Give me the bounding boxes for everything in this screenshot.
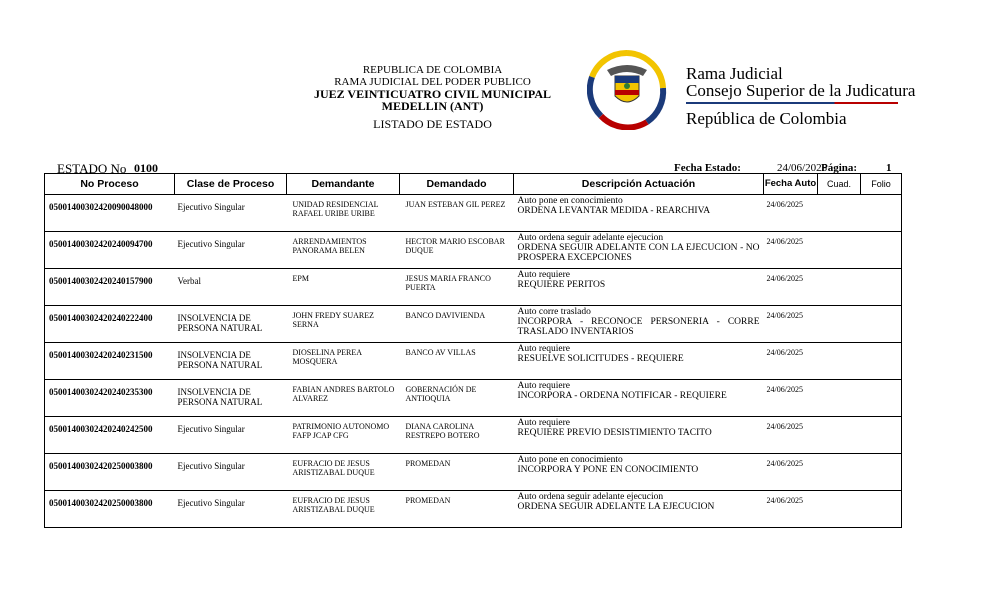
cell-folio <box>861 491 902 528</box>
cell-folio <box>861 417 902 454</box>
cell-demandante: EUFRACIO DE JESUS ARISTIZABAL DUQUE <box>287 454 400 491</box>
cell-fecha-auto: 24/06/2025 <box>764 380 818 417</box>
cell-fecha-auto: 24/06/2025 <box>764 232 818 269</box>
cell-demandante: EPM <box>287 269 400 306</box>
cell-cuad <box>818 454 861 491</box>
table-header <box>45 174 902 195</box>
estado-table <box>44 173 902 528</box>
cell-demandado: BANCO DAVIVIENDA <box>400 306 514 343</box>
header-country: REPUBLICA DE COLOMBIA <box>362 64 503 76</box>
actuacion-detail: INCORPORA - RECONOCE PERSONERIA - CORRE TRASLADO INVENTARIOS <box>517 317 760 337</box>
cell-clase-proceso: INSOLVENCIA DE PERSONA NATURAL <box>175 306 287 343</box>
table-row <box>45 491 902 528</box>
cell-folio <box>861 380 902 417</box>
cell-no-proceso: 05001400302420240222400 <box>45 306 175 343</box>
cell-demandante: UNIDAD RESIDENCIAL RAFAEL URIBE URIBE <box>287 195 400 232</box>
column-header: Fecha Auto <box>764 174 818 195</box>
cell-no-proceso: 05001400302420240094700 <box>45 232 175 269</box>
cell-cuad <box>818 232 861 269</box>
cell-demandado: BANCO AV VILLAS <box>400 343 514 380</box>
brand-block <box>686 65 915 127</box>
cell-descripcion <box>514 269 764 306</box>
court-header <box>300 64 565 130</box>
actuacion-title: Auto ordena seguir adelante ejecucion <box>517 492 664 502</box>
column-header: Demandado <box>400 174 514 195</box>
column-header: Descripción Actuación <box>514 174 764 195</box>
actuacion-title: Auto pone en conocimiento <box>517 196 623 206</box>
cell-folio <box>861 232 902 269</box>
actuacion-detail: REQUIERE PERITOS <box>517 280 606 290</box>
pagina-label: Página: <box>821 162 858 174</box>
pagina-value: 1 <box>886 162 892 174</box>
cell-descripcion <box>514 417 764 454</box>
cell-no-proceso: 05001400302420240231500 <box>45 343 175 380</box>
document-title: LISTADO DE ESTADO <box>373 117 492 131</box>
actuacion-title: Auto requiere <box>517 381 570 391</box>
cell-no-proceso: 05001400302420090048000 <box>45 195 175 232</box>
column-header: No Proceso <box>45 174 175 195</box>
cell-clase-proceso: Ejecutivo Singular <box>175 232 287 269</box>
cell-fecha-auto: 24/06/2025 <box>764 454 818 491</box>
column-header: Cuad. <box>818 174 861 195</box>
rama-judicial-seal-icon <box>587 50 667 130</box>
fecha-estado-label: Fecha Estado: <box>674 162 741 174</box>
actuacion-title: Auto requiere <box>517 270 570 280</box>
cell-clase-proceso: INSOLVENCIA DE PERSONA NATURAL <box>175 380 287 417</box>
column-header: Demandante <box>287 174 400 195</box>
cell-folio <box>861 269 902 306</box>
brand-divider <box>686 102 898 104</box>
cell-no-proceso: 05001400302420240157900 <box>45 269 175 306</box>
actuacion-detail: REQUIERE PREVIO DESISTIMIENTO TACITO <box>517 428 712 438</box>
cell-demandante: EUFRACIO DE JESUS ARISTIZABAL DUQUE <box>287 491 400 528</box>
cell-demandante: DIOSELINA PEREA MOSQUERA <box>287 343 400 380</box>
estado-label: ESTADO No <box>57 161 127 176</box>
cell-no-proceso: 05001400302420240242500 <box>45 417 175 454</box>
cell-fecha-auto: 24/06/2025 <box>764 491 818 528</box>
cell-folio <box>861 454 902 491</box>
header-court: JUEZ VEINTICUATRO CIVIL MUNICIPAL <box>313 87 552 101</box>
cell-demandante: FABIAN ANDRES BARTOLO ALVAREZ <box>287 380 400 417</box>
cell-cuad <box>818 417 861 454</box>
cell-fecha-auto: 24/06/2025 <box>764 269 818 306</box>
cell-descripcion <box>514 306 764 343</box>
actuacion-detail: ORDENA LEVANTAR MEDIDA - REARCHIVA <box>517 206 711 216</box>
actuacion-title: Auto pone en conocimiento <box>517 455 623 465</box>
table-row <box>45 454 902 491</box>
cell-demandante: JOHN FREDY SUAREZ SERNA <box>287 306 400 343</box>
cell-descripcion <box>514 343 764 380</box>
actuacion-detail: ORDENA SEGUIR ADELANTE CON LA EJECUCION - NO PROSPERA EXCEPCIONES <box>517 243 760 263</box>
fecha-estado-value: 24/06/2025 <box>777 162 828 174</box>
actuacion-detail: INCORPORA - ORDENA NOTIFICAR - REQUIERE <box>517 391 727 401</box>
header-city: MEDELLIN (ANT) <box>381 99 484 113</box>
cell-descripcion <box>514 454 764 491</box>
cell-demandante: ARRENDAMIENTOS PANORAMA BELEN <box>287 232 400 269</box>
cell-clase-proceso: Verbal <box>175 269 287 306</box>
cell-cuad <box>818 306 861 343</box>
brand-title: Rama Judicial <box>686 64 783 83</box>
cell-descripcion <box>514 491 764 528</box>
cell-no-proceso: 05001400302420250003800 <box>45 491 175 528</box>
cell-demandado: GOBERNACIÓN DE ANTIOQUIA <box>400 380 514 417</box>
column-header: Clase de Proceso <box>175 174 287 195</box>
cell-demandante: PATRIMONIO AUTONOMO FAFP JCAP CFG <box>287 417 400 454</box>
cell-descripcion <box>514 380 764 417</box>
cell-folio <box>861 343 902 380</box>
actuacion-title: Auto requiere <box>517 344 570 354</box>
table-row <box>45 195 902 232</box>
actuacion-title: Auto ordena seguir adelante ejecucion <box>517 233 664 243</box>
cell-clase-proceso: Ejecutivo Singular <box>175 491 287 528</box>
cell-demandado: DIANA CAROLINA RESTREPO BOTERO <box>400 417 514 454</box>
cell-clase-proceso: Ejecutivo Singular <box>175 195 287 232</box>
cell-cuad <box>818 195 861 232</box>
cell-clase-proceso: Ejecutivo Singular <box>175 417 287 454</box>
cell-descripcion <box>514 232 764 269</box>
cell-cuad <box>818 343 861 380</box>
actuacion-title: Auto requiere <box>517 418 570 428</box>
cell-cuad <box>818 491 861 528</box>
column-header: Folio <box>861 174 902 195</box>
cell-no-proceso: 05001400302420250003800 <box>45 454 175 491</box>
estado-number: 0100 <box>134 161 158 175</box>
table-row <box>45 306 902 343</box>
cell-fecha-auto: 24/06/2025 <box>764 417 818 454</box>
cell-demandado: HECTOR MARIO ESCOBAR DUQUE <box>400 232 514 269</box>
cell-folio <box>861 195 902 232</box>
actuacion-title: Auto corre traslado <box>517 307 591 317</box>
brand-subtitle: Consejo Superior de la Judicatura <box>686 81 916 100</box>
cell-fecha-auto: 24/06/2025 <box>764 306 818 343</box>
actuacion-detail: ORDENA SEGUIR ADELANTE LA EJECUCION <box>517 502 715 512</box>
table-row <box>45 343 902 380</box>
table-row <box>45 417 902 454</box>
cell-descripcion <box>514 195 764 232</box>
cell-cuad <box>818 380 861 417</box>
table-row <box>45 269 902 306</box>
cell-no-proceso: 05001400302420240235300 <box>45 380 175 417</box>
table-row <box>45 232 902 269</box>
cell-folio <box>861 306 902 343</box>
cell-clase-proceso: INSOLVENCIA DE PERSONA NATURAL <box>175 343 287 380</box>
actuacion-detail: INCORPORA Y PONE EN CONOCIMIENTO <box>517 465 699 475</box>
cell-clase-proceso: Ejecutivo Singular <box>175 454 287 491</box>
cell-fecha-auto: 24/06/2025 <box>764 343 818 380</box>
cell-cuad <box>818 269 861 306</box>
table-row <box>45 380 902 417</box>
cell-demandado: PROMEDAN <box>400 491 514 528</box>
actuacion-detail: RESUELVE SOLICITUDES - REQUIERE <box>517 354 684 364</box>
brand-country: República de Colombia <box>686 109 847 128</box>
header-branch: RAMA JUDICIAL DEL PODER PUBLICO <box>334 76 531 88</box>
cell-demandado: JUAN ESTEBAN GIL PEREZ <box>400 195 514 232</box>
cell-fecha-auto: 24/06/2025 <box>764 195 818 232</box>
cell-demandado: JESUS MARIA FRANCO PUERTA <box>400 269 514 306</box>
cell-demandado: PROMEDAN <box>400 454 514 491</box>
